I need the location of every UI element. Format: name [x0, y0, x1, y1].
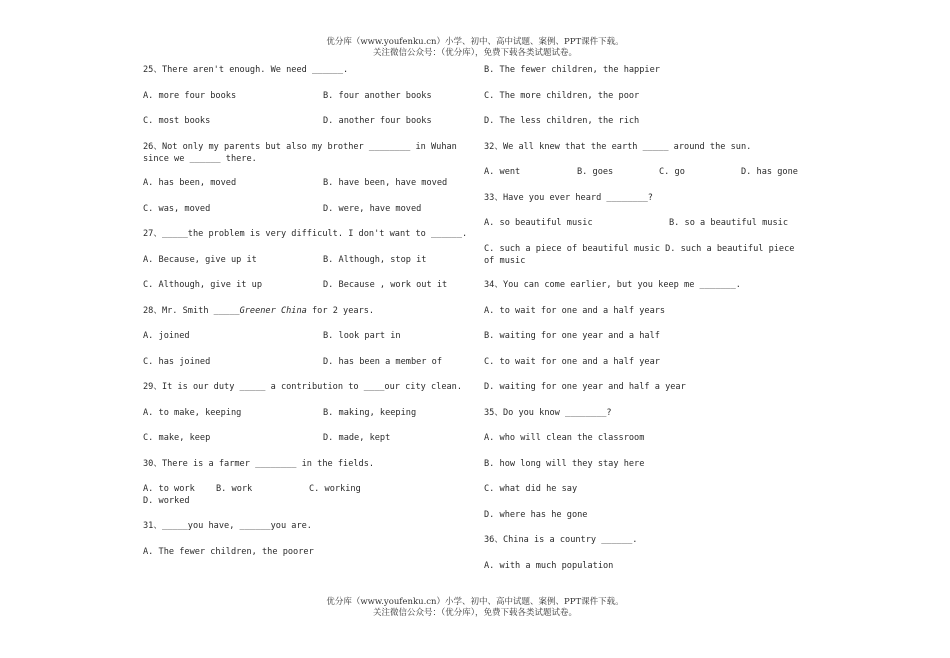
option-b: B. four another books [323, 90, 432, 101]
option-b: B. goes [577, 167, 614, 177]
question-34-option-a: A. to wait for one and a half years [484, 305, 666, 316]
question-27-options-row-1 [143, 254, 468, 267]
option-c-and-d [484, 243, 809, 267]
option-d: D. has been a member of [323, 356, 442, 367]
option-d: D. Because , work out it [323, 280, 448, 290]
option-b: B. Although, stop it [323, 254, 427, 265]
option-c: C. go [659, 167, 685, 177]
option-a: A. Because, give up it [143, 254, 257, 265]
question-28-stem [143, 305, 468, 318]
question-29-options-row-1 [143, 407, 468, 420]
option-b: B. making, keeping [323, 407, 417, 418]
question-35-option-b: B. how long will they stay here [484, 458, 645, 469]
question-28-stem-pre: 28、Mr. Smith _____ [143, 305, 240, 316]
question-35-option-d: D. where has he gone [484, 509, 588, 520]
question-28-stem-post: for 2 years. [306, 305, 375, 316]
question-31-stem: 31、_____you have, ______you are. [143, 521, 312, 531]
option-a: A. has been, moved [143, 178, 237, 188]
option-c: C. has joined [143, 356, 211, 367]
question-34-option-d: D. waiting for one year and half a year [484, 382, 686, 392]
option-d: D. were, have moved [323, 203, 422, 214]
option-a: A. so beautiful music [484, 218, 593, 228]
question-33-stem: 33、Have you ever heard ________? [484, 192, 653, 203]
question-31-option-b: B. The fewer children, the happier [484, 65, 660, 75]
option-d: D. has gone [741, 167, 798, 177]
header-line-1: 优分库（www.youfenku.cn）小学、初中、高中试题、案例、PPT课件下载。 [326, 37, 624, 47]
question-25-options-row-1 [143, 90, 468, 103]
footer-line-1: 优分库（www.youfenku.cn）小学、初中、高中试题、案例、PPT课件下载。 [326, 597, 624, 607]
question-34-option-b: B. waiting for one year and a half [484, 331, 660, 341]
question-28-options-row-2 [143, 356, 468, 369]
question-36-stem: 36、China is a country ______. [484, 535, 638, 545]
question-28-stem-italic: Greener China [239, 305, 307, 316]
option-a: A. to work [143, 484, 195, 494]
question-31-option-c: C. The more children, the poor [484, 90, 640, 101]
option-c: C. working [309, 484, 361, 494]
page-footer [0, 597, 950, 619]
question-27-options-row-2 [143, 279, 468, 292]
question-26-options-row-1 [143, 177, 468, 190]
question-26-options-row-2 [143, 203, 468, 216]
question-33-options-row-1 [484, 217, 809, 230]
option-d: D. worked [143, 496, 190, 506]
option-c: C. Although, give it up [143, 280, 262, 290]
option-a: A. to make, keeping [143, 407, 242, 418]
question-35-option-c: C. what did he say [484, 484, 578, 494]
footer-line-2: 关注微信公众号：（优分库），免费下载各类试题试卷。 [372, 608, 577, 618]
question-27-stem: 27、_____the problem is very difficult. I don't want to ______. [143, 229, 468, 239]
question-31-option-a: A. The fewer children, the poorer [143, 546, 314, 557]
question-26-stem: 26、Not only my parents but also my brother ________ in Wuhan since we ______ there. [143, 141, 463, 164]
question-35-option-a: A. who will clean the classroom [484, 433, 645, 443]
question-30-stem: 30、There is a farmer ________ in the fields. [143, 458, 375, 469]
left-column [143, 64, 468, 571]
option-c: C. make, keep [143, 433, 211, 443]
option-a: A. went [484, 167, 521, 177]
question-31-option-d: D. The less children, the rich [484, 116, 640, 126]
question-30-options [143, 483, 468, 507]
option-c: C. most books [143, 116, 211, 126]
option-a: A. joined [143, 331, 190, 341]
question-32-stem: 32、We all knew that the earth _____ around the sun. [484, 141, 752, 152]
question-29-stem: 29、It is our duty _____ a contribution to ____our city clean. [143, 382, 463, 392]
option-b: B. have been, have moved [323, 178, 448, 188]
option-d: D. another four books [323, 116, 432, 126]
option-b: B. look part in [323, 331, 401, 341]
option-d: D. such a beautiful piece of music [484, 243, 800, 266]
page-header [0, 37, 950, 59]
question-34-stem: 34、You can come earlier, but you keep me _______. [484, 280, 741, 290]
question-33-options-row-2 [484, 243, 809, 267]
question-25-stem: 25、There aren't enough. We need ______. [143, 65, 349, 75]
option-c: C. was, moved [143, 203, 211, 214]
option-b: B. work [216, 484, 253, 494]
question-28-options-row-1 [143, 330, 468, 343]
question-36-option-a: A. with a much population [484, 560, 614, 571]
right-column [484, 64, 809, 585]
option-c: C. such a piece of beautiful music [484, 243, 660, 254]
question-32-options [484, 166, 809, 179]
option-a: A. more four books [143, 90, 237, 101]
header-line-2: 关注微信公众号：（优分库），免费下载各类试题试卷。 [372, 48, 577, 58]
question-29-options-row-2 [143, 432, 468, 445]
question-35-stem: 35、Do you know ________? [484, 407, 612, 418]
option-b: B. so a beautiful music [669, 218, 788, 228]
question-34-option-c: C. to wait for one and a half year [484, 356, 660, 367]
question-25-options-row-2 [143, 115, 468, 128]
option-d: D. made, kept [323, 433, 391, 443]
